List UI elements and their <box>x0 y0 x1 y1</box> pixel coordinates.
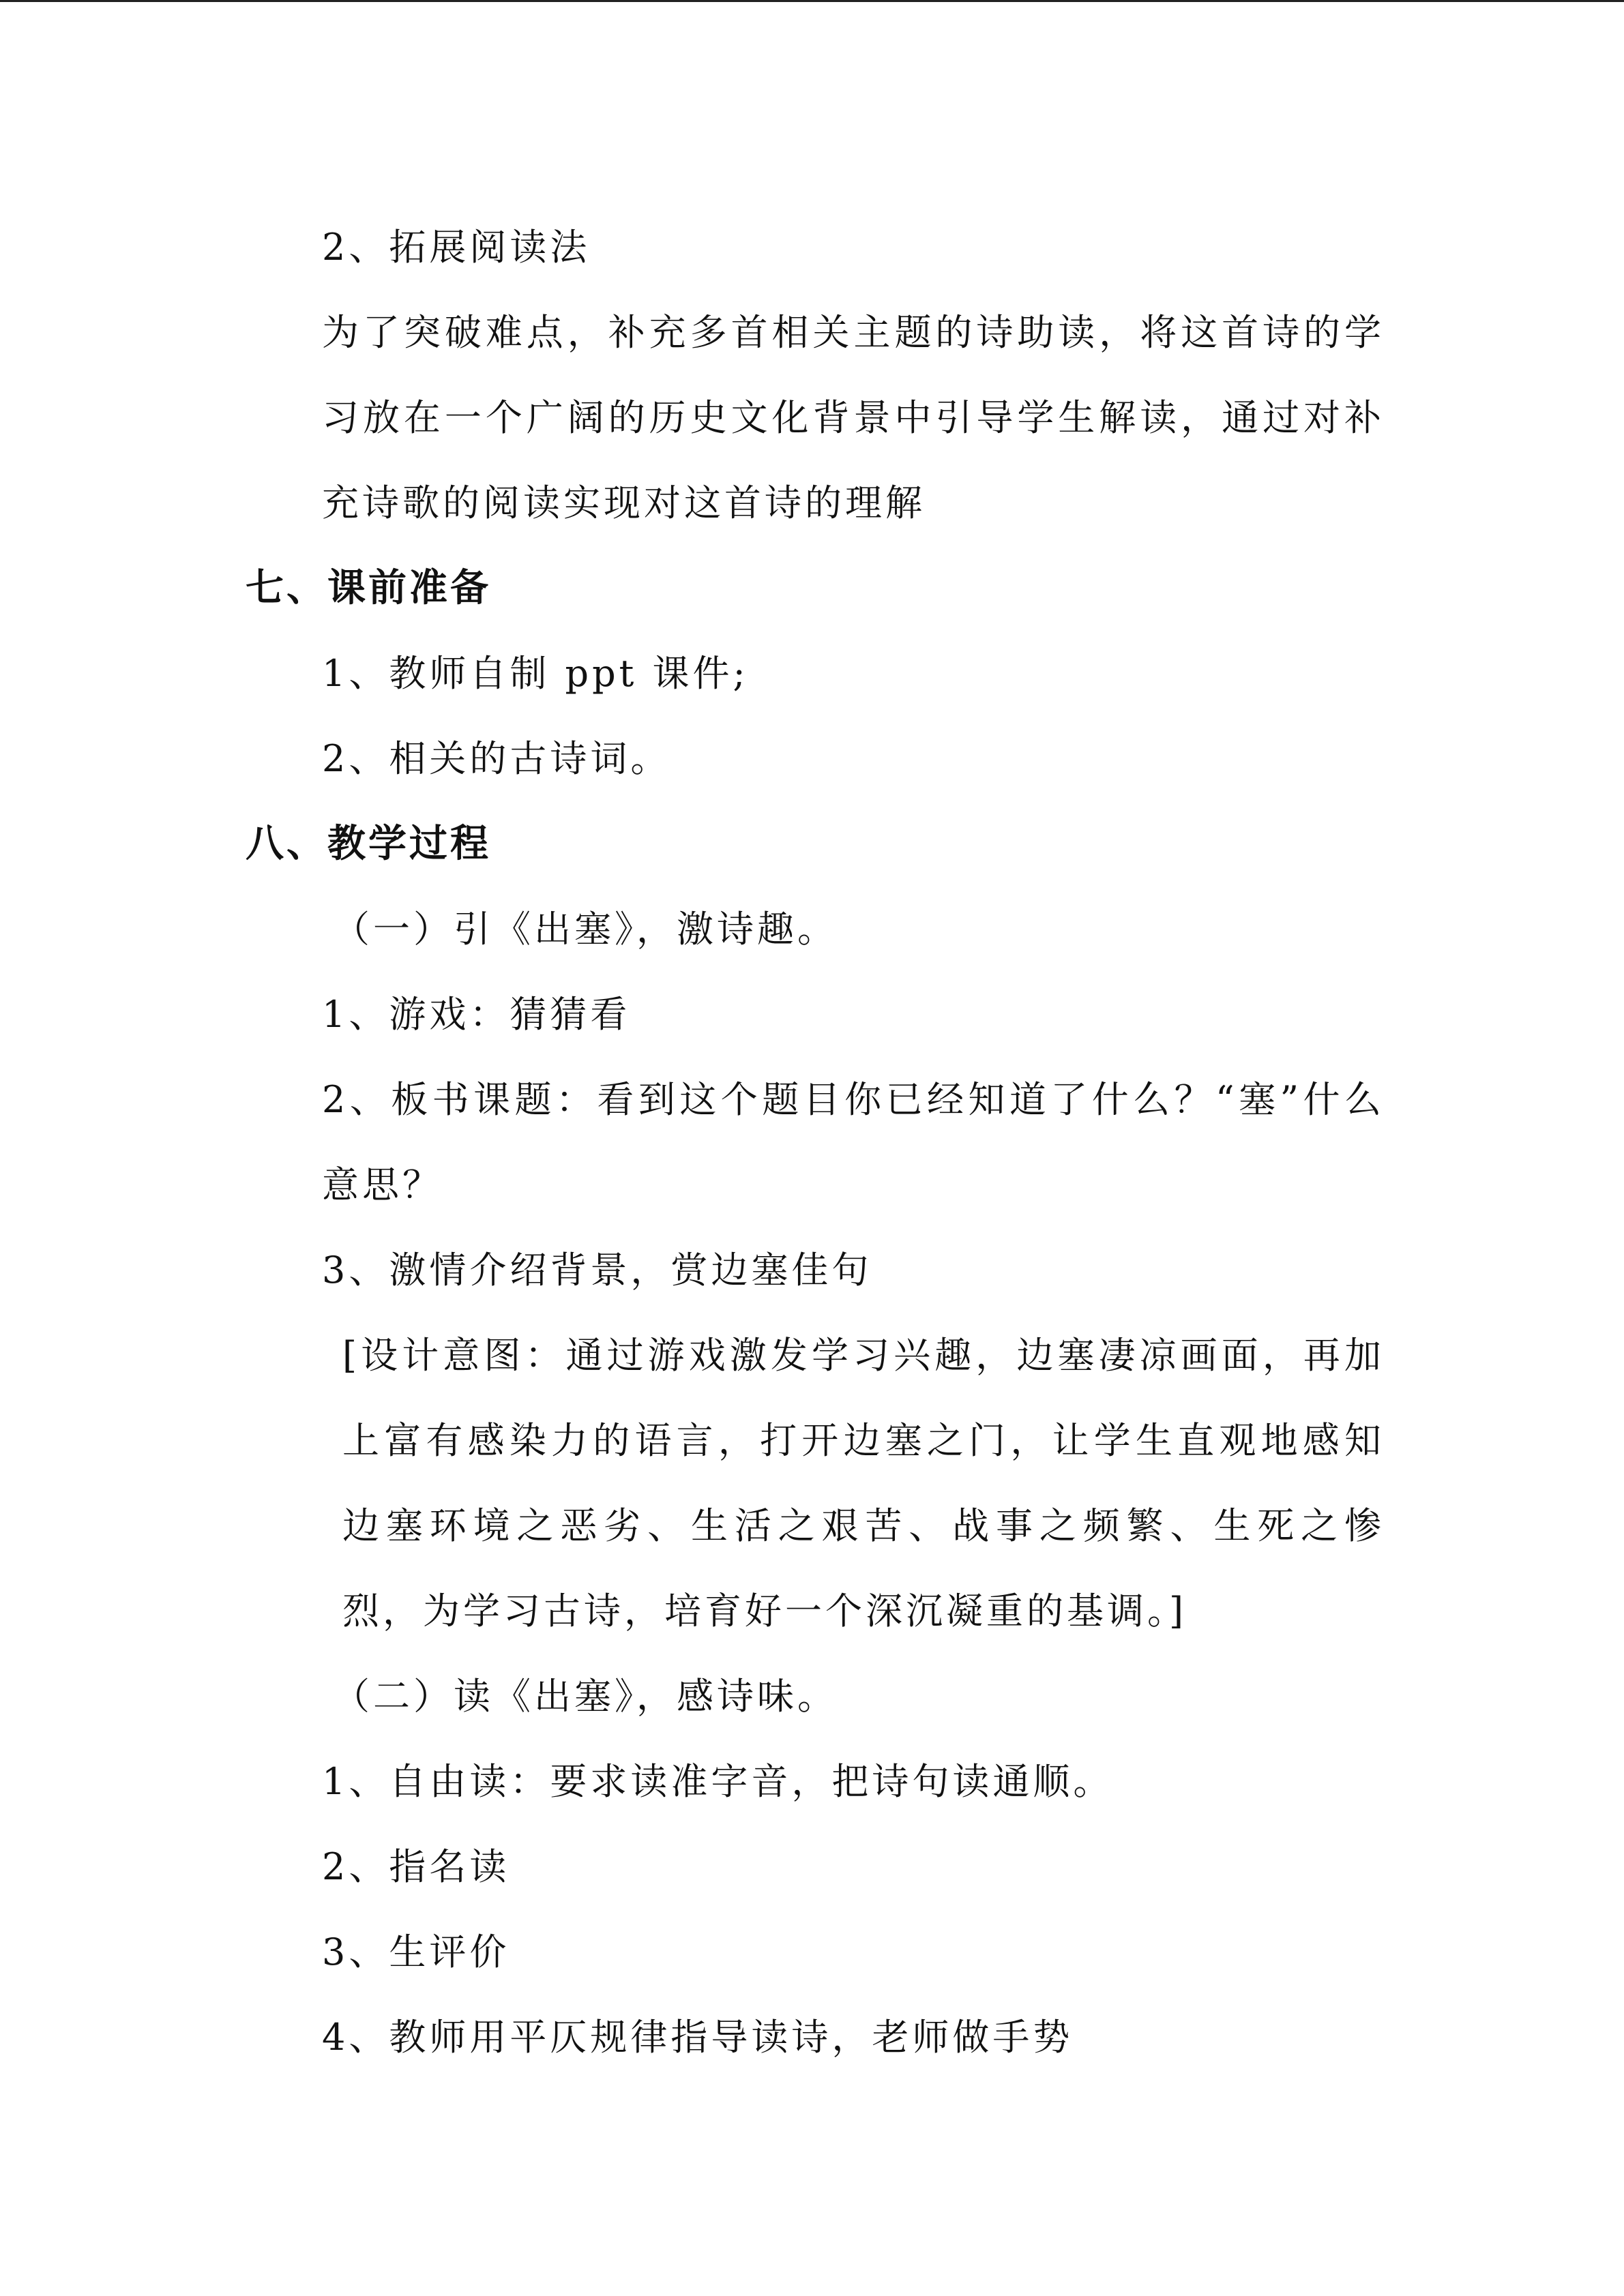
item-named-reading: 2、指名读 <box>322 1845 510 1888</box>
item-extended-reading: 2、拓展阅读法 <box>322 226 591 269</box>
section-heading-teaching-process: 八、教学过程 <box>246 822 491 866</box>
item-background-intro: 3、激情介绍背景，赏边塞佳句 <box>322 1249 872 1292</box>
item-board-title: 2、板书课题：看到这个题目你已经知道了什么？“塞”什么意思？ <box>322 1078 1385 1206</box>
item-free-reading: 1、自由读：要求读准字音，把诗句读通顺。 <box>322 1760 1114 1803</box>
document-page <box>246 205 1385 2080</box>
item-guessing-game: 1、游戏：猜猜看 <box>322 993 631 1036</box>
paragraph-extended-reading: 为了突破难点，补充多首相关主题的诗助读，将这首诗的学习放在一个广阔的历史文化背景中引导学生解读，通过对补充诗歌的阅读实现对这首诗的理解 <box>322 311 1385 524</box>
step-heading-two: （二）读《出塞》，感诗味。 <box>333 1675 838 1718</box>
paragraph-design-intent: [设计意图：通过游戏激发学习兴趣，边塞凄凉画面，再加上富有感染力的语言，打开边塞之门，让学生直观地感知边塞环境之恶劣、生活之艰苦、战事之频繁、生死之惨烈，为学习古诗，培育好一个深沉凝重的基调。] <box>342 1334 1385 1632</box>
item-student-evaluation: 3、生评价 <box>322 1930 510 1973</box>
section-heading-preparation: 七、课前准备 <box>246 566 491 610</box>
page-top-border <box>0 0 1624 2</box>
item-ppt-courseware: 1、教师自制 ppt 课件; <box>322 652 749 695</box>
item-ancient-poems: 2、相关的古诗词。 <box>322 737 671 780</box>
item-tone-rhythm-guidance: 4、教师用平仄规律指导读诗，老师做手势 <box>322 2016 1074 2059</box>
step-heading-one: （一）引《出塞》，激诗趣。 <box>333 908 838 951</box>
